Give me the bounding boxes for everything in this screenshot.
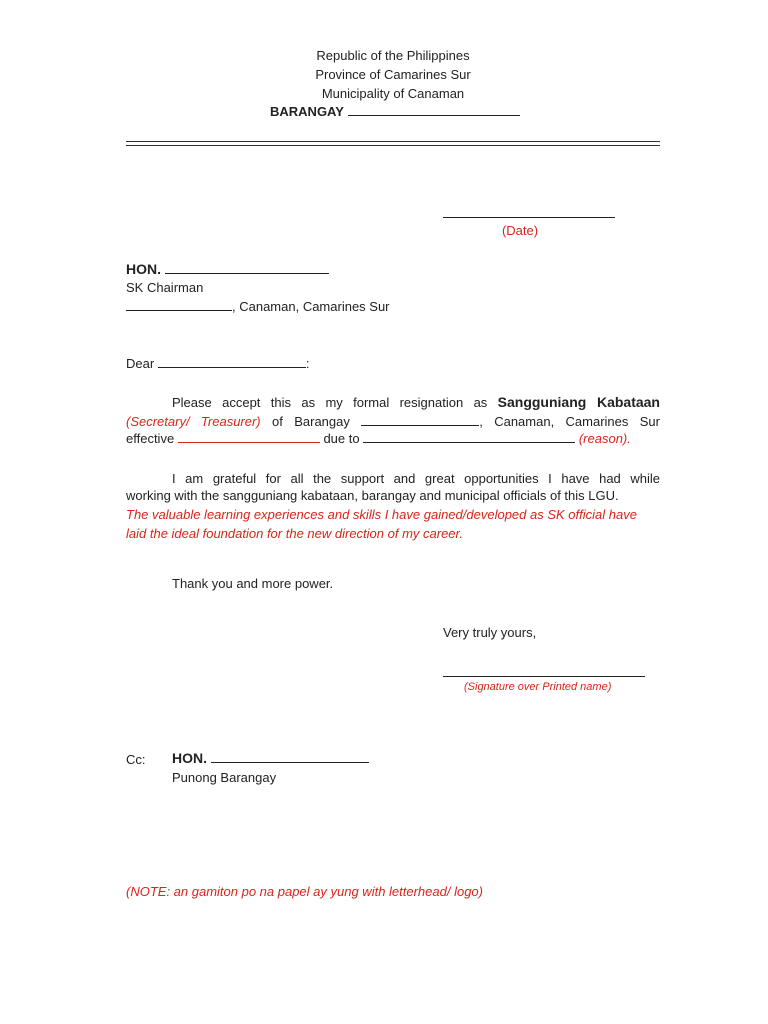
para1-line2-suffix: , Canaman, Camarines Sur: [479, 414, 660, 429]
para1-reason-label: (reason).: [578, 431, 631, 446]
para1-effective-blank: [178, 432, 320, 443]
header-rule-bottom: [126, 145, 660, 146]
thanks-line: Thank you and more power.: [172, 576, 334, 591]
header-republic: Republic of the Philippines: [316, 48, 470, 63]
closing: Very truly yours,: [443, 625, 537, 640]
date-label: (Date): [501, 223, 539, 238]
para1-barangay-blank: [361, 415, 479, 426]
cc-label: Cc:: [126, 752, 146, 767]
para2-line2: working with the sangguniang kabataan, barangay and municipal officials of this LGU.: [126, 488, 619, 503]
addressee-name-blank: [165, 263, 329, 274]
cc-name-blank: [211, 752, 369, 763]
para1-effective: effective: [126, 431, 175, 446]
para1-position-italic: (Secretary/ Treasurer): [126, 414, 261, 429]
cc-position: Punong Barangay: [172, 770, 277, 785]
addressee-hon: HON.: [126, 261, 161, 277]
signature-line: [443, 664, 645, 677]
barangay-blank: [348, 105, 520, 116]
cc-hon: HON.: [172, 750, 207, 766]
para1-of-barangay: of Barangay: [272, 414, 350, 429]
header-rule-top: [126, 141, 660, 142]
addressee-position: SK Chairman: [126, 280, 204, 295]
salutation: [126, 356, 309, 371]
barangay-label: BARANGAY: [270, 104, 344, 119]
header-barangay: [270, 104, 520, 119]
para1-line1-text: Please accept this as my formal resignation as: [172, 395, 488, 410]
salutation-colon: :: [305, 356, 310, 371]
cc-name: [172, 750, 369, 766]
date-blank: [443, 207, 615, 218]
para1-due-to: due to: [323, 431, 360, 446]
para2-line3: The valuable learning experiences and skills I have gained/developed as SK official have: [126, 507, 637, 522]
para2-line4: laid the ideal foundation for the new direction of my career.: [126, 526, 463, 541]
para1-line3: [126, 431, 631, 446]
header-municipality: Municipality of Canaman: [321, 86, 465, 101]
note: (NOTE: an gamiton po na papel ay yung with letterhead/ logo): [126, 884, 483, 899]
header-province: Province of Camarines Sur: [315, 67, 471, 82]
addressee-barangay-blank: [126, 300, 232, 311]
salutation-blank: [158, 357, 306, 368]
para1-reason-blank: [363, 432, 575, 443]
addressee-name: [126, 261, 329, 277]
signature-label: (Signature over Printed name): [464, 681, 612, 693]
para2-line1: I am grateful for all the support and great opportunities I have had while: [172, 471, 660, 486]
salutation-dear: Dear: [126, 356, 155, 371]
para1-line1: [126, 393, 660, 412]
para1-sk-bold: Sangguniang Kabataan: [497, 394, 660, 410]
para1-line2: [126, 412, 660, 431]
addressee-address-text: , Canaman, Camarines Sur: [232, 299, 390, 314]
addressee-address: [126, 299, 390, 314]
